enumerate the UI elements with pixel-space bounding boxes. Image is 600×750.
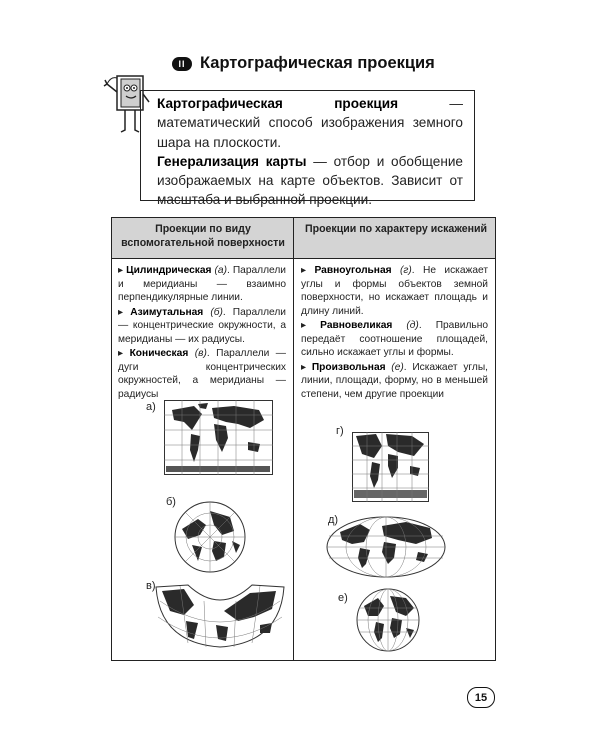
list-item: ▸ Коническая (в). Параллели — дуги концентрических окружностей, а меридианы — радиусы	[118, 348, 286, 400]
map-label-g: г)	[336, 425, 344, 437]
map-label-a: а)	[146, 401, 156, 413]
arbitrary-map	[356, 588, 420, 652]
conic-map	[154, 581, 286, 649]
list-item: ▸ Равновеликая (д). Правильно передаёт соотношение площадей, сильно искажает углы и формы.	[301, 320, 488, 358]
map-label-v: в)	[146, 580, 156, 592]
list-item: ▸ Азимутальная (б). Параллели — концентрические окружности, а меридианы — их радиусы.	[118, 306, 286, 345]
equal-area-map	[326, 516, 446, 578]
list-item: ▸ Равноугольная (г). Не искажает углы и формы объектов земной поверхности, но искажает площадь и длину линий.	[301, 265, 489, 317]
map-label-b: б)	[166, 496, 176, 508]
page-number: 15	[467, 687, 495, 708]
projections-table	[111, 217, 496, 661]
map-label-d: д)	[328, 514, 339, 526]
definitions	[157, 94, 463, 210]
cylindrical-map	[164, 400, 273, 475]
left-column	[118, 264, 286, 402]
page-title	[172, 54, 435, 73]
definition-generalization: Генерализация карты — отбор и обобщение изображаемых на карте объектов. Зависит от масштаба и выбранной проекции.	[157, 153, 463, 208]
definition-projection: Картографическая проекция — математический способ изображения земного шара на плоскости.	[157, 96, 463, 150]
column-divider	[293, 218, 294, 660]
azimuthal-map	[174, 501, 246, 573]
right-column	[301, 264, 488, 402]
header-left: Проекции по виду вспомогательной поверхности	[121, 223, 285, 249]
section-badge: II	[172, 57, 192, 71]
equal-angle-map	[352, 432, 429, 502]
title-text: Картографическая проекция	[200, 54, 435, 72]
map-label-e: е)	[338, 592, 348, 604]
list-item: ▸ Цилиндрическая (а). Параллели и меридианы — взаимно перпендикулярные линии.	[118, 265, 286, 303]
list-item: ▸ Произвольная (е). Искажает углы, линии, площади, форму, но в меньшей степени, чем другие проекции	[301, 361, 488, 400]
header-right: Проекции по характеру искажений	[304, 223, 488, 235]
